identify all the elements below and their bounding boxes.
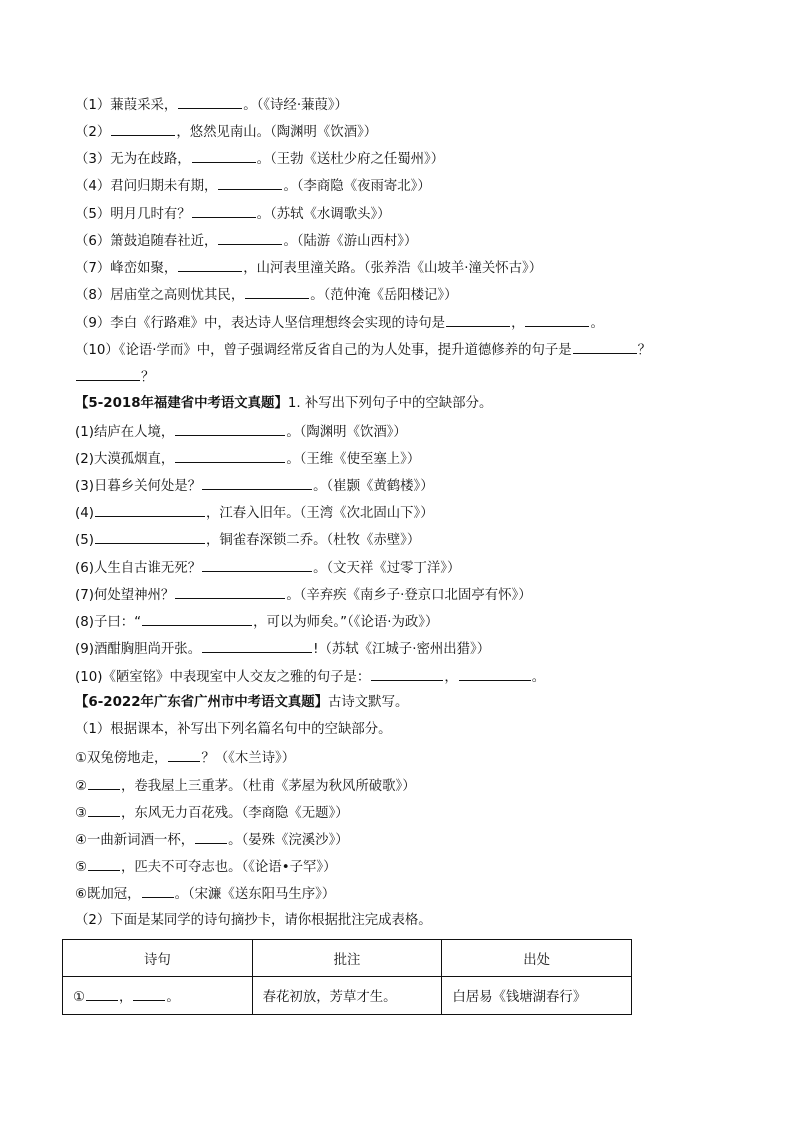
s3-item-3 bbox=[75, 803, 349, 823]
s1-item-3 bbox=[75, 149, 444, 169]
item-source: 。（王勃《送杜少府之任蜀州》） bbox=[256, 152, 445, 167]
answer-blank[interactable] bbox=[202, 558, 312, 572]
item-source: 。（宋濂《送东阳马生序》） bbox=[174, 887, 336, 902]
item-source: 。（晏殊《浣溪沙》） bbox=[228, 833, 349, 848]
s2-heading bbox=[75, 395, 492, 413]
item-text: ⑤ bbox=[75, 860, 88, 875]
s2-item-10 bbox=[75, 667, 545, 687]
item-text: （3）无为在歧路， bbox=[75, 152, 191, 167]
item-text: （9）李白《行路难》中，表达诗人坚信理想终会实现的诗句是 bbox=[75, 316, 446, 331]
section-tag: 【5-2018年福建省中考语文真题】 bbox=[75, 396, 288, 411]
item-text: (1)结庐在人境， bbox=[75, 425, 175, 440]
answer-blank[interactable] bbox=[459, 667, 531, 681]
table-row bbox=[63, 977, 632, 1015]
item-text: (10)《陋室铭》中表现室中人交友之雅的句子是： bbox=[75, 670, 371, 685]
answer-blank[interactable] bbox=[175, 585, 285, 599]
s3-item-4 bbox=[75, 830, 349, 850]
answer-blank[interactable] bbox=[142, 884, 174, 898]
item-source: ？（《木兰诗》） bbox=[201, 751, 296, 766]
s3-sub2 bbox=[75, 912, 432, 930]
answer-blank[interactable] bbox=[192, 204, 256, 218]
item-punct: ， bbox=[444, 670, 458, 685]
item-text: （5）明月几时有？ bbox=[75, 207, 191, 222]
s1-item-10 bbox=[75, 340, 651, 360]
item-text: (6)人生自古谁无死？ bbox=[75, 561, 202, 576]
item-text: ①双兔傍地走， bbox=[75, 751, 168, 766]
section-tag: 【6-2022年广东省广州市中考语文真题】 bbox=[75, 695, 329, 710]
answer-blank[interactable] bbox=[175, 422, 285, 436]
item-source: ，卷我屋上三重茅。（杜甫《茅屋为秋风所破歌》） bbox=[121, 779, 416, 794]
verse-punct: 。 bbox=[166, 990, 180, 1005]
item-source: 。（范仲淹《岳阳楼记》） bbox=[310, 288, 458, 303]
item-text: ③ bbox=[75, 806, 88, 821]
s2-item-2 bbox=[75, 449, 420, 469]
header-source: 出处 bbox=[442, 940, 632, 977]
item-source: ，悠然见南山。（陶渊明《饮酒》） bbox=[176, 125, 378, 140]
item-text: (9)酒酣胸胆尚开张。 bbox=[75, 642, 202, 657]
answer-blank[interactable] bbox=[133, 987, 165, 1001]
answer-blank[interactable] bbox=[371, 667, 443, 681]
s1-item-7 bbox=[75, 258, 542, 278]
answer-blank[interactable] bbox=[192, 149, 256, 163]
item-text: (7)何处望神州？ bbox=[75, 588, 175, 603]
s2-item-4 bbox=[75, 503, 434, 523]
s3-item-1 bbox=[75, 748, 295, 768]
s3-item-6 bbox=[75, 884, 335, 904]
s1-item-2 bbox=[75, 122, 377, 142]
sub-instruction: （2）下面是某同学的诗句摘抄卡，请你根据批注完成表格。 bbox=[75, 913, 432, 928]
item-text: （8）居庙堂之高则忧其民， bbox=[75, 288, 245, 303]
item-source: 。（陶渊明《饮酒》） bbox=[286, 425, 407, 440]
s1-item-1 bbox=[75, 95, 348, 115]
item-punct: ？ bbox=[637, 343, 652, 358]
item-source: !（苏轼《江城子·密州出猎》） bbox=[313, 642, 491, 657]
s1-item-10-cont bbox=[75, 367, 154, 387]
item-source: ，匹夫不可夺志也。（《论语•子罕》） bbox=[121, 860, 337, 875]
item-text: ② bbox=[75, 779, 88, 794]
section-instruction: 1. 补写出下列句子中的空缺部分。 bbox=[287, 396, 493, 411]
answer-blank[interactable] bbox=[245, 285, 309, 299]
item-text: （1）蒹葭采采， bbox=[75, 98, 178, 113]
item-text: （10）《论语·学而》中，曾子强调经常反省自己的为人处事，提升道德修养的句子是 bbox=[75, 343, 572, 358]
s1-item-5 bbox=[75, 204, 391, 224]
section-instruction: 古诗文默写。 bbox=[328, 695, 409, 710]
s1-item-6 bbox=[75, 231, 417, 251]
item-punct: ， bbox=[511, 316, 525, 331]
item-source: 。（崔颢《黄鹤楼》） bbox=[313, 479, 434, 494]
header-verse: 诗句 bbox=[63, 940, 253, 977]
answer-blank[interactable] bbox=[95, 503, 205, 517]
item-source: ，江春入旧年。（王湾《次北固山下》） bbox=[205, 506, 434, 521]
s3-item-5 bbox=[75, 857, 336, 877]
s1-item-9 bbox=[75, 313, 604, 333]
cell-source: 白居易《钱塘湖春行》 bbox=[442, 977, 632, 1015]
answer-blank[interactable] bbox=[88, 857, 120, 871]
item-source: ，山河表里潼关路。（张养浩《山坡羊·潼关怀古》） bbox=[243, 261, 543, 276]
answer-blank[interactable] bbox=[95, 530, 205, 544]
s2-item-1 bbox=[75, 422, 407, 442]
item-source: ，铜雀春深锁二乔。（杜牧《赤壁》） bbox=[205, 533, 421, 548]
cell-verse bbox=[63, 977, 253, 1015]
answer-blank[interactable] bbox=[175, 449, 285, 463]
answer-blank[interactable] bbox=[525, 313, 589, 327]
answer-blank[interactable] bbox=[202, 639, 312, 653]
item-source: 。（陆游《游山西村》） bbox=[283, 234, 418, 249]
item-punct: ？ bbox=[141, 370, 155, 385]
answer-blank[interactable] bbox=[86, 987, 118, 1001]
answer-blank[interactable] bbox=[178, 95, 242, 109]
item-text: (8)子曰：“ bbox=[75, 615, 142, 630]
answer-blank[interactable] bbox=[88, 803, 120, 817]
item-text: （4）君问归期未有期， bbox=[75, 179, 218, 194]
answer-blank[interactable] bbox=[218, 176, 282, 190]
answer-blank[interactable] bbox=[178, 258, 242, 272]
item-punct: 。 bbox=[531, 670, 546, 685]
answer-blank[interactable] bbox=[573, 340, 637, 354]
answer-blank[interactable] bbox=[76, 367, 140, 381]
item-text: ⑥既加冠， bbox=[75, 887, 141, 902]
s3-heading bbox=[75, 694, 408, 712]
s3-sub1 bbox=[75, 721, 392, 739]
verse-number: ① bbox=[73, 990, 86, 1005]
item-source: 。（《诗经·蒹葭》） bbox=[243, 98, 348, 113]
item-source: ，东风无力百花残。（李商隐《无题》） bbox=[121, 806, 349, 821]
answer-blank[interactable] bbox=[218, 231, 282, 245]
item-text: ④一曲新词酒一杯， bbox=[75, 833, 195, 848]
item-source: 。（李商隐《夜雨寄北》） bbox=[283, 179, 431, 194]
s2-item-7 bbox=[75, 585, 532, 605]
item-text: (2)大漠孤烟直， bbox=[75, 452, 175, 467]
table-header-row bbox=[63, 940, 632, 977]
item-source: 。（王维《使至塞上》） bbox=[286, 452, 421, 467]
answer-blank[interactable] bbox=[88, 776, 120, 790]
answer-blank[interactable] bbox=[202, 476, 312, 490]
answer-blank[interactable] bbox=[195, 830, 227, 844]
item-source: 。（文天祥《过零丁洋》） bbox=[313, 561, 461, 576]
item-punct: 。 bbox=[590, 316, 604, 331]
s2-item-9 bbox=[75, 639, 490, 659]
item-text: (3)日暮乡关何处是？ bbox=[75, 479, 202, 494]
item-source: 。（苏轼《水调歌头》） bbox=[256, 207, 391, 222]
verse-punct: ， bbox=[119, 990, 133, 1005]
s2-item-6 bbox=[75, 558, 460, 578]
item-text: （7）峰峦如聚， bbox=[75, 261, 178, 276]
answer-blank[interactable] bbox=[111, 122, 175, 136]
answer-blank[interactable] bbox=[168, 748, 200, 762]
s2-item-8 bbox=[75, 612, 438, 632]
s1-item-8 bbox=[75, 285, 458, 305]
item-source: ，可以为师矣。”（《论语·为政》） bbox=[253, 615, 439, 630]
cell-note: 春花初放，芳草才生。 bbox=[252, 977, 442, 1015]
answer-blank[interactable] bbox=[446, 313, 510, 327]
s1-item-4 bbox=[75, 176, 431, 196]
header-note: 批注 bbox=[252, 940, 442, 977]
s2-item-5 bbox=[75, 530, 420, 550]
poem-card-table bbox=[62, 939, 632, 1015]
s3-item-2 bbox=[75, 776, 416, 796]
item-text: (5) bbox=[75, 533, 94, 548]
answer-blank[interactable] bbox=[142, 612, 252, 626]
item-text: （6）箫鼓追随春社近， bbox=[75, 234, 218, 249]
item-source: 。（辛弃疾《南乡子·登京口北固亭有怀》） bbox=[286, 588, 532, 603]
sub-instruction: （1）根据课本，补写出下列名篇名句中的空缺部分。 bbox=[75, 722, 392, 737]
item-text: （2） bbox=[75, 125, 111, 140]
item-text: (4) bbox=[75, 506, 94, 521]
s2-item-3 bbox=[75, 476, 434, 496]
